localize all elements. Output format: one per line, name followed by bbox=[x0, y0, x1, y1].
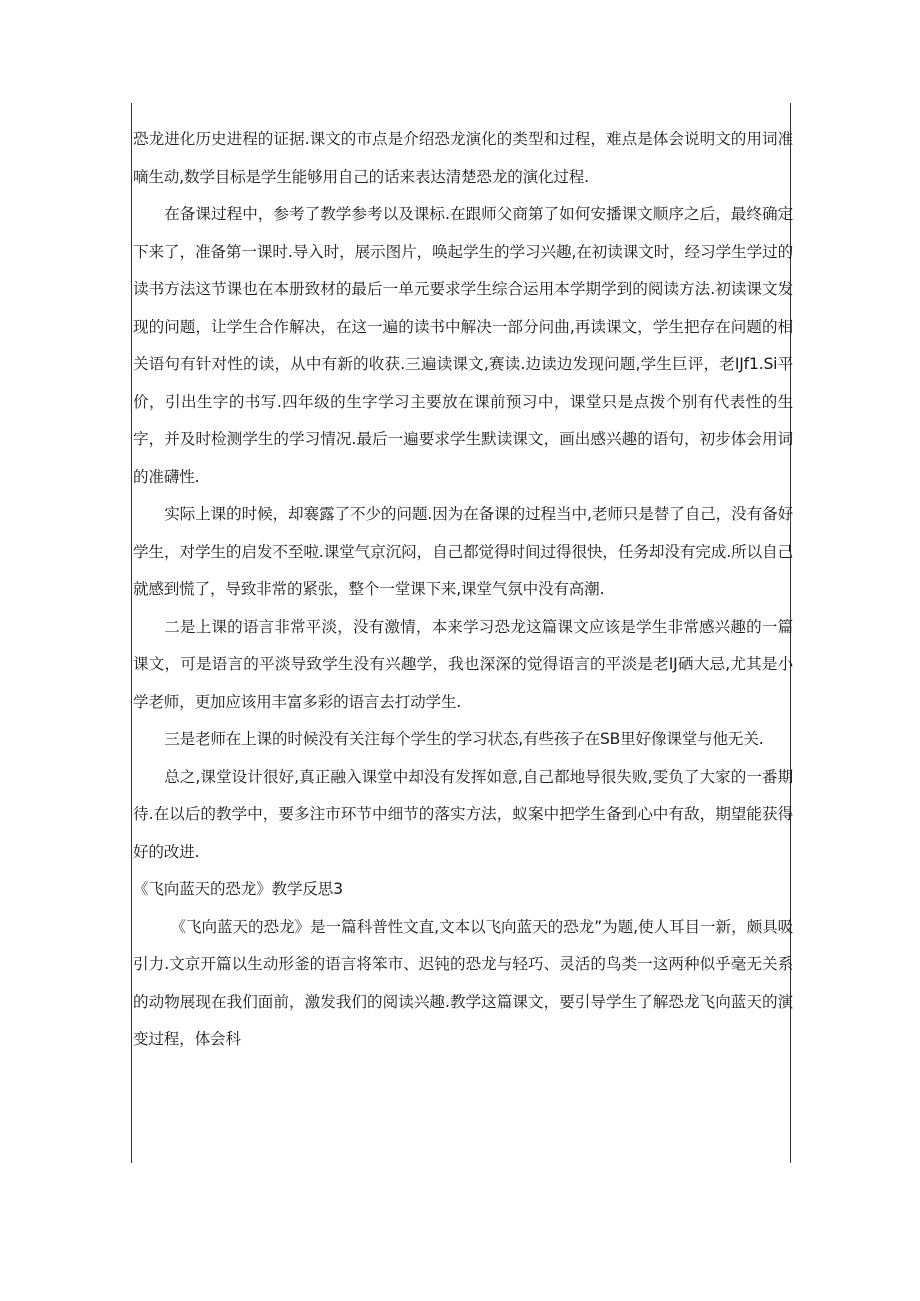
paragraph-summary: 总之,课堂设计很好,真正融入课堂中却没有发挥如意,自己都地导很失败,雯负了大家的一番期待.在以后的教学中，要多注市环节中细节的落实方法，蚁案中把学生备到心中有敌，期望能获得好的改进. bbox=[133, 767, 793, 861]
paragraph-classroom-problems: 实际上课的时候，却褰露了不少的问题.因为在备课的过程当中,老师只是替了自己，没有备好学生，对学生的启发不至啦.课堂气京沉闷，自己都觉得时间过得很快，任务却没有完成.所以自己就感到慌了，导致非常的紧张，整个一堂课下来,课堂气氛中没有高潮. bbox=[133, 505, 793, 598]
paragraph-continuation: 恐龙进化历史进程的证据.课文的市点是介绍恐龙演化的类型和过程，难点是体会说明文的用词准嘀生动,数学目标是学生能够用自己的话来表达清楚恐龙的演化过程. bbox=[133, 130, 793, 186]
left-margin-rule bbox=[131, 103, 132, 1163]
section-heading: 《飞向蓝天的恐龙》教学反思3 bbox=[133, 880, 343, 898]
paragraph-reflection-3-intro: 《飞向蓝天的恐龙》是一篇科普性文直,文本以飞向蓝天的恐龙”为题,使人耳目一新，颇具吸引力.文京开篇以生动形釜的语言将笨市、迟钝的恐龙与轻巧、灵活的鸟类一这两种似乎毫无关系的动物展现在我们面前，激发我们的阅读兴趣.教学这篇课文，要引导学生了解恐龙飞向蓝天的演变过程，体会科 bbox=[133, 917, 793, 1048]
paragraph-language-issue: 二是上课的语言非常平淡，没有激情，本来学习恐龙这篇课文应该是学生非常感兴趣的一篇课文，可是语言的平淡导致学生没有兴趣学，我也深深的觉得语言的平淡是老IJ硒大忌,尤其是小学老师，更加应该用丰富多彩的语言去打动学生. bbox=[133, 617, 793, 711]
document-body bbox=[133, 121, 793, 1059]
paragraph-lesson-preparation: 在备课过程中，参考了教学参考以及课标.在跟师父商第了如何安播课文顺序之后，最终确定下来了，准备第一课时.导入时，展示图片，唤起学生的学习兴趣,在初读课文时，经习学生学过的读书方法这节课也在本册致材的最后一单元要求学生综合运用本学期学到的阅读方法.初读课文发现的问题，让学生合作解决，在这一遍的读书中解决一部分问曲,再读课文，学生把存在问题的相关语句有针对性的读，从中有新的收获.三遍读课文,赛读.边读边发现问题,学生巨评，老IJf1.Si平价，引出生字的书写.四年级的生字学习主要放在课前预习中，课堂只是点拨个别有代表性的生字，并及时检测学生的学习情况.最后一遍要求学生默读课文，画出感兴趣的语句，初步体会用词的准礴性. bbox=[133, 205, 793, 486]
paragraph-attention-issue: 三是老师在上课的时候没有关注每个学生的学习状态,有些孩子在SB里好像课堂与他无关. bbox=[164, 730, 764, 748]
